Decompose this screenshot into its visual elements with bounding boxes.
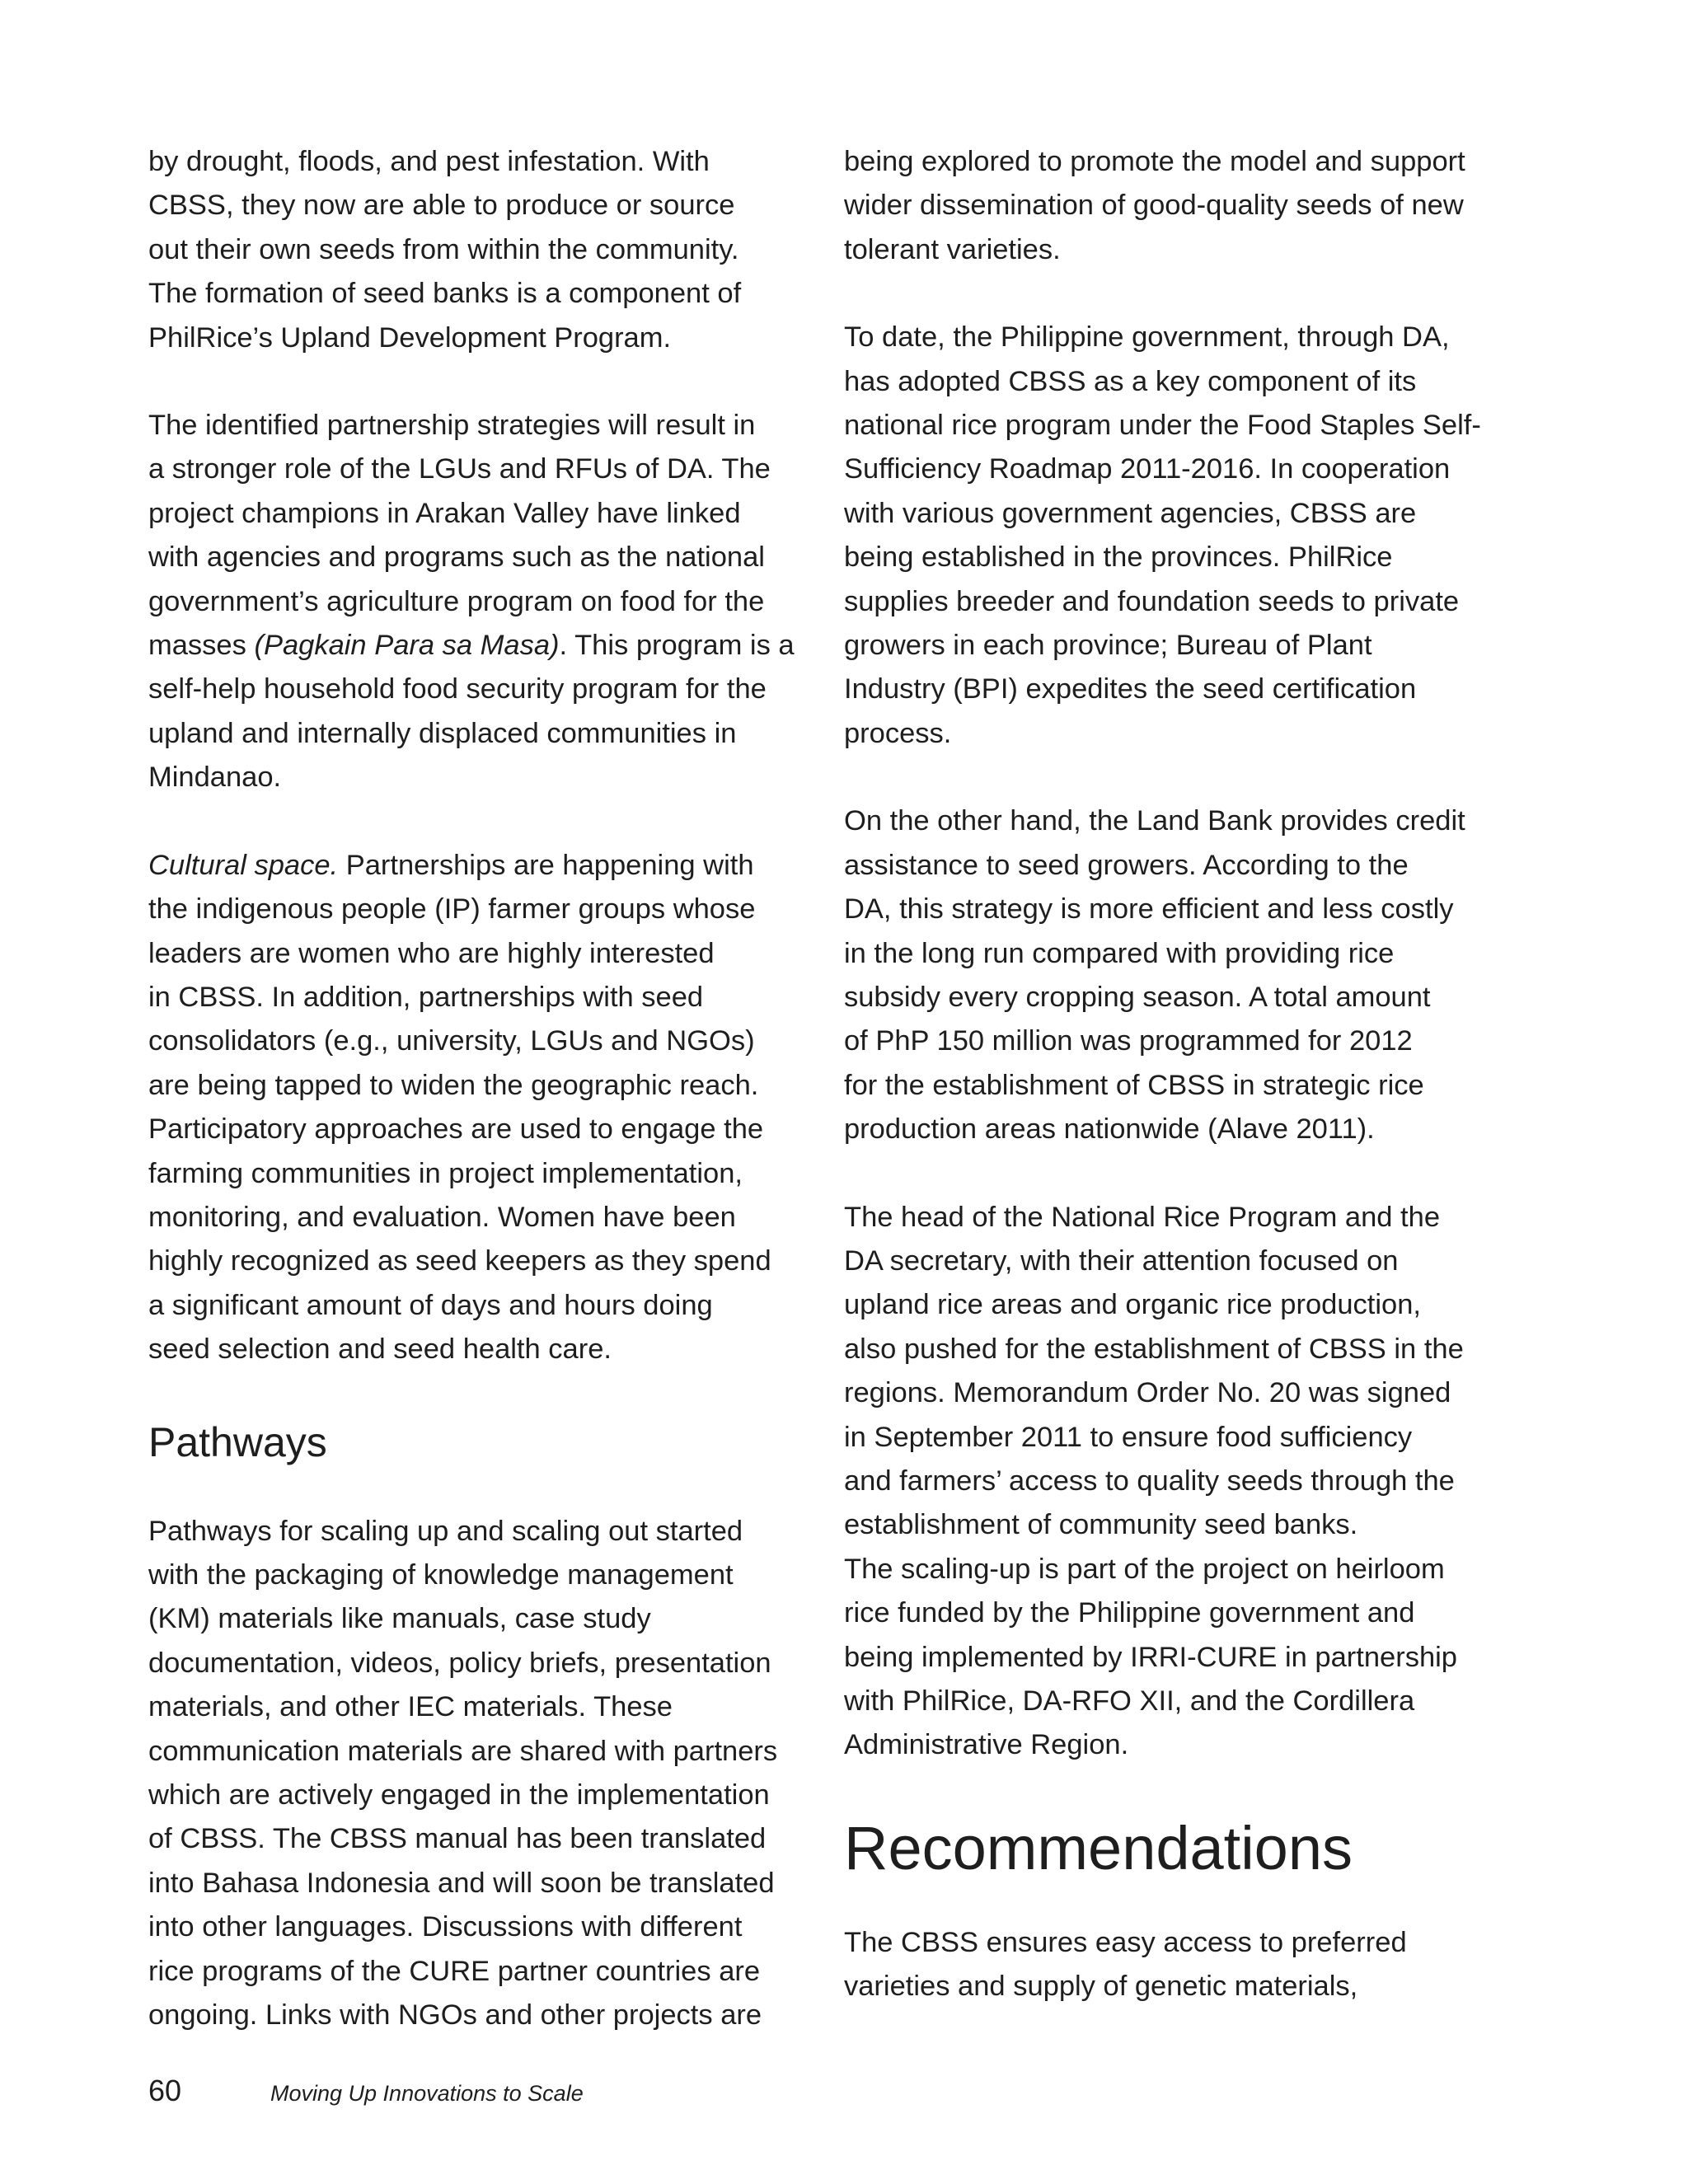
right-paragraph-2: To date, the Philippine government, through DA, has adopted CBSS as a key component of its national rice program under the Food Staples Self- Sufficiency Roadmap 2011-2016. In cooperation with various government agencies, CBSS are being established in the provinces. PhilRice supplies breeder and foundation seeds to private growers in each province; Bureau of Plant Industry (BPI) expedites the seed certification process. (844, 321, 1481, 749)
left-column (148, 140, 799, 2037)
left-paragraph-2-italic: (Pagkain Para sa Masa) (254, 630, 560, 662)
left-paragraph-4: Pathways for scaling up and scaling out started with the packaging of knowledge management (KM) materials like manuals, case study documentation, videos, policy briefs, presentation materials, and other IEC materials. These communication materials are shared with partners which are actively engaged in the implementation of CBSS. The CBSS manual has been translated into Bahasa Indonesia and will soon be translated into other languages. Discussions with different rice programs of the CURE partner countries are ongoing. Links with NGOs and other projects are (148, 1515, 778, 2032)
pathways-heading: Pathways (148, 1418, 327, 1465)
left-paragraph-2-text-b: . This program is a self-help household food security program for the upland and internally displaced communities in Mindanao. (148, 630, 795, 794)
right-paragraph-6: The CBSS ensures easy access to preferred varieties and supply of genetic materials, (844, 1926, 1407, 2003)
left-paragraph-2-text-a: The identified partnership strategies will result in a stronger role of the LGUs and RFUs of DA. The project champions in Arakan Valley have linked with agencies and programs such as the national government’s agriculture program on food for the masses (148, 410, 771, 662)
recommendations-heading: Recommendations (844, 1813, 1353, 1882)
right-paragraph-5: The scaling-up is part of the project on heirloom rice funded by the Philippine government and being implemented by IRRI-CURE in partnership with PhilRice, DA-RFO XII, and the Cordillera Administrative Region. (844, 1553, 1457, 1761)
left-paragraph-1: by drought, floods, and pest infestation. With CBSS, they now are able to produce or source out their own seeds from within the community. The formation of seed banks is a component of PhilRice’s Upland Development Program. (148, 146, 742, 354)
page-number: 60 (148, 2074, 182, 2107)
right-paragraph-3: On the other hand, the Land Bank provides credit assistance to seed growers. According to the DA, this strategy is more efficient and less costly in the long run compared with providing rice subsidy every cropping season. A total amount of PhP 150 million was programmed for 2012 for the establishment of CBSS in strategic rice production areas nationwide (Alave 2011). (844, 805, 1465, 1146)
right-column (844, 140, 1520, 2009)
left-paragraph-3-text: Partnerships are happening with the indigenous people (IP) farmer groups whose leaders are women who are highly interested in CBSS. In addition, partnerships with seed consolidators (e.g., university, LGUs and NGOs) are being tapped to widen the geographic reach. Participatory approaches are used to engage the farming communities in project implementation, monitoring, and evaluation. Women have been highly recognized as seed keepers as they spend a significant amount of days and hours doing seed selection and seed health care. (148, 849, 771, 1366)
running-title: Moving Up Innovations to Scale (270, 2081, 584, 2106)
cultural-space-lead: Cultural space. (148, 849, 339, 881)
left-paragraph-2 (148, 404, 799, 800)
right-paragraph-1: being explored to promote the model and support wider dissemination of good-quality seeds of new tolerant varieties. (844, 146, 1465, 265)
left-paragraph-3 (148, 844, 799, 1372)
right-paragraph-4: The head of the National Rice Program and the DA secretary, with their attention focused on upland rice areas and organic rice production, also pushed for the establishment of CBSS in the regions. Memorandum Order No. 20 was signed in September 2011 to ensure food sufficiency and farmers’ access to quality seeds through the establishment of community seed banks. (844, 1201, 1464, 1541)
